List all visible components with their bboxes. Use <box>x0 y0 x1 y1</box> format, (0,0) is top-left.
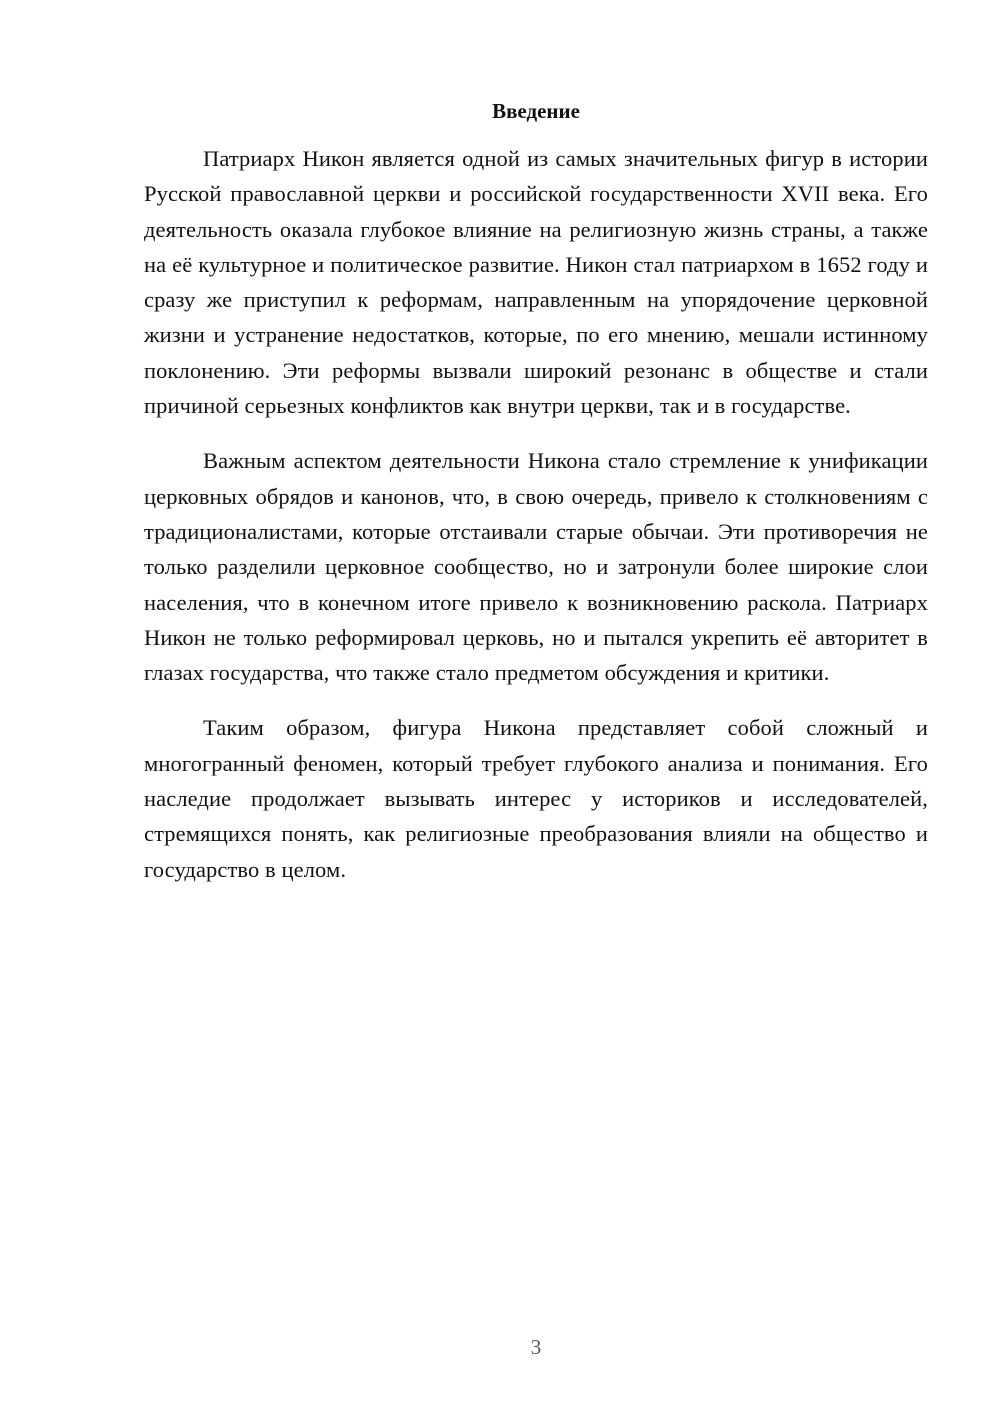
paragraph-2: Важным аспектом деятельности Никона стало стремление к унификации церковных обрядов и канонов, что, в свою очередь, привело к столкновениям с традиционалистами, которые отстаивали старые обычаи. Эти противоречия не только разделили церковное сообщество, но и затронули более широкие слои населения, что в конечном итоге привело к возникновению раскола. Патриарх Никон не только реформировал церковь, но и пытался укрепить её авторитет в глазах государства, что также стало предметом обсуждения и критики. <box>144 448 928 686</box>
document-body <box>144 141 928 907</box>
page-number: 3 <box>530 1335 542 1359</box>
paragraph-3: Таким образом, фигура Никона представляет собой сложный и многогранный феномен, который требует глубокого анализа и понимания. Его наследие продолжает вызывать интерес у историков и исследователей, стремящихся понять, как религиозные преобразования влияли на общество и государство в целом. <box>144 715 928 882</box>
paragraph-1: Патриарх Никон является одной из самых значительных фигур в истории Русской православной церкви и российской государственности XVII века. Его деятельность оказала глубокое влияние на религиозную жизнь страны, а также на её культурное и политическое развитие. Никон стал патриархом в 1652 году и сразу же приступил к реформам, направленным на упорядочение церковной жизни и устранение недостатков, которые, по его мнению, мешали истинному поклонению. Эти реформы вызвали широкий резонанс в обществе и стали причиной серьезных конфликтов как внутри церкви, так и в государстве. <box>144 146 928 419</box>
page-title: Введение <box>492 99 580 123</box>
